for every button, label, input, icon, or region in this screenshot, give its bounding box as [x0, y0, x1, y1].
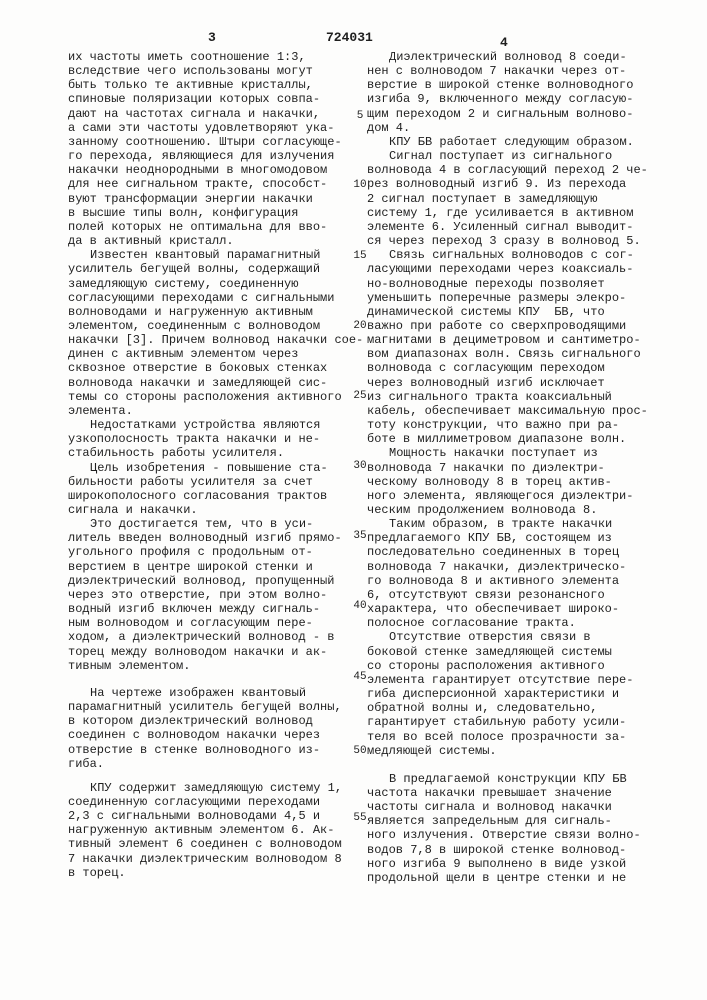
text-line: нен с волноводом 7 накачки через от-	[367, 64, 667, 78]
text-line: кабель, обеспечивает максимальную прос-	[367, 404, 667, 418]
text-line: Это достигается тем, что в уси-	[68, 517, 353, 531]
left-text-column	[68, 50, 353, 880]
text-line: На чертеже изображен квантовый	[68, 686, 353, 700]
text-line: усилитель бегущей волны, содержащий	[68, 262, 353, 276]
text-line: 7 накачки диэлектрическим волноводом 8	[68, 852, 353, 866]
text-line: последовательно соединенных в торец	[367, 545, 667, 559]
text-line: Известен квантовый парамагнитный	[68, 248, 353, 262]
text-line: нагруженную активным элементом 6. Ак-	[68, 823, 353, 837]
text-line: через это отверстие, при этом волно-	[68, 588, 353, 602]
text-line: торец между волноводом накачки и ак-	[68, 645, 353, 659]
text-line: через волноводный изгиб исключает	[367, 376, 667, 390]
text-line: рез волноводный изгиб 9. Из перехода	[367, 177, 667, 191]
text-line: занному соотношению. Штыри согласующе-	[68, 135, 353, 149]
text-line: спиновые поляризации которых совпа-	[68, 92, 353, 106]
text-line: изгиба 9, включенного между согласую-	[367, 92, 667, 106]
text-line: теля во всей полосе прозрачности за-	[367, 730, 667, 744]
text-line: соединен с волноводом накачки через	[68, 728, 353, 742]
right-text-column	[367, 50, 667, 885]
text-line: элементе 6. Усиленный сигнал выводит-	[367, 220, 667, 234]
text-line: темы со стороны расположения активного	[68, 390, 353, 404]
text-line: в высшие типы волн, конфигурация	[68, 206, 353, 220]
line-number: 15	[352, 250, 368, 262]
text-line: волновода накачки и замедляющей сис-	[68, 376, 353, 390]
text-line: Связь сигнальных волноводов с сог-	[367, 248, 667, 262]
paragraph	[68, 248, 353, 418]
line-number: 5	[352, 110, 368, 122]
text-line: элемента.	[68, 404, 353, 418]
paragraph	[68, 418, 353, 460]
page-number-right: 4	[500, 35, 508, 50]
text-line: Диэлектрический волновод 8 соеди-	[367, 50, 667, 64]
text-line: Отсутствие отверстия связи в	[367, 630, 667, 644]
line-number: 50	[352, 745, 368, 757]
text-line: тивный элемент 6 соединен с волноводом	[68, 837, 353, 851]
line-number: 35	[352, 530, 368, 542]
text-line: ходом, а диэлектрический волновод - в	[68, 630, 353, 644]
text-line: медляющей системы.	[367, 744, 667, 758]
paragraph	[68, 781, 353, 880]
text-line: для нее сигнальном тракте, способст-	[68, 177, 353, 191]
text-line: согласующими переходами с сигнальными	[68, 291, 353, 305]
text-line: дом 4.	[367, 121, 667, 135]
paragraph	[367, 630, 667, 757]
text-line: волноводами и нагруженную активным	[68, 305, 353, 319]
text-line: характера, что обеспечивает широко-	[367, 602, 667, 616]
text-line: угольного профиля с продольным от-	[68, 545, 353, 559]
paragraph	[68, 517, 353, 673]
text-line: обратной волны и, следовательно,	[367, 701, 667, 715]
paragraph	[367, 135, 667, 149]
text-line: Таким образом, в тракте накачки	[367, 517, 667, 531]
text-line: тивным элементом.	[68, 659, 353, 673]
text-line: парамагнитный усилитель бегущей волны,	[68, 700, 353, 714]
text-line: замедляющую систему, соединенную	[68, 277, 353, 291]
text-line: накачки неоднородными в многомодовом	[68, 163, 353, 177]
line-number: 20	[352, 320, 368, 332]
paragraph	[68, 461, 353, 518]
text-line: быть только те активные кристаллы,	[68, 78, 353, 92]
text-line: а сами эти частоты удовлетворяют ука-	[68, 121, 353, 135]
text-line: соединенную согласующими переходами	[68, 795, 353, 809]
text-line: частота накачки превышает значение	[367, 786, 667, 800]
text-line: сквозное отверстие в боковых стенках	[68, 361, 353, 375]
paragraph	[367, 517, 667, 630]
line-number: 25	[352, 390, 368, 402]
text-line: Мощность накачки поступает из	[367, 446, 667, 460]
text-line: литель введен волноводный изгиб прямо-	[68, 531, 353, 545]
text-line: сигнала и накачки.	[68, 503, 353, 517]
text-line: вом диапазонах волн. Связь сигнального	[367, 347, 667, 361]
text-line: со стороны расположения активного	[367, 659, 667, 673]
text-line: ного изгиба 9 выполнено в виде узкой	[367, 857, 667, 871]
line-number: 10	[352, 179, 368, 191]
text-line: накачки [3]. Причем волновод накачки сое-	[68, 333, 353, 347]
text-line: ным волноводом и согласующим пере-	[68, 616, 353, 630]
line-number: 45	[352, 671, 368, 683]
text-line: дают на частотах сигнала и накачки,	[68, 107, 353, 121]
text-line: 2,3 с сигнальными волноводами 4,5 и	[68, 809, 353, 823]
text-line: щим переходом 2 и сигнальным волново-	[367, 107, 667, 121]
text-line: гиба дисперсионной характеристики и	[367, 687, 667, 701]
text-line: боте в миллиметровом диапазоне волн.	[367, 432, 667, 446]
text-line: является запредельным для сигналь-	[367, 814, 667, 828]
line-number: 40	[352, 600, 368, 612]
text-line: широкополосного согласования трактов	[68, 489, 353, 503]
text-line: ласующими переходами через коаксиаль-	[367, 262, 667, 276]
text-line: полей которых не оптимальна для вво-	[68, 220, 353, 234]
text-line: КПУ содержит замедляющую систему 1,	[68, 781, 353, 795]
text-line: волновода 7 накачки, диэлектрическо-	[367, 560, 667, 574]
paragraph	[68, 50, 353, 248]
text-line: важно при работе со сверхпроводящими	[367, 319, 667, 333]
text-line: систему 1, где усиливается в активном	[367, 206, 667, 220]
text-line: полосное согласование тракта.	[367, 616, 667, 630]
text-line: верстием в центре широкой стенки и	[68, 560, 353, 574]
text-line: уменьшить поперечные размеры элекро-	[367, 291, 667, 305]
text-line: их частоты иметь соотношение 1:3,	[68, 50, 353, 64]
text-line: в котором диэлектрический волновод	[68, 714, 353, 728]
text-line: динамической системы КПУ БВ, что	[367, 305, 667, 319]
text-line: да в активный кристалл.	[68, 234, 353, 248]
paragraph	[367, 446, 667, 517]
text-line: 2 сигнал поступает в замедляющую	[367, 192, 667, 206]
text-line: ного излучения. Отверстие связи волно-	[367, 828, 667, 842]
text-line: 6, отсутствуют связи резонансного	[367, 588, 667, 602]
text-line: тоту конструкции, что важно при ра-	[367, 418, 667, 432]
paragraph	[367, 248, 667, 446]
text-line: магнитами в дециметровом и сантиметро-	[367, 333, 667, 347]
text-line: вследствие чего использованы могут	[68, 64, 353, 78]
text-line: частоты сигнала и волновод накачки	[367, 800, 667, 814]
text-line: отверстие в стенке волноводного из-	[68, 743, 353, 757]
text-line: предлагаемого КПУ БВ, состоящем из	[367, 531, 667, 545]
text-line: но-волноводные переходы позволяет	[367, 277, 667, 291]
paragraph	[367, 772, 667, 885]
text-line: бильности работы усилителя за счет	[68, 475, 353, 489]
text-line: ческим продолжением волновода 8.	[367, 503, 667, 517]
text-line: го волновода 8 и активного элемента	[367, 574, 667, 588]
text-line: гарантирует стабильную работу усили-	[367, 715, 667, 729]
text-line: продольной щели в центре стенки и не	[367, 871, 667, 885]
line-number: 55	[352, 812, 368, 824]
text-line: вуют трансформации энергии накачки	[68, 192, 353, 206]
text-line: КПУ БВ работает следующим образом.	[367, 135, 667, 149]
text-line: боковой стенке замедляющей системы	[367, 645, 667, 659]
text-line: В предлагаемой конструкции КПУ БВ	[367, 772, 667, 786]
text-line: стабильность работы усилителя.	[68, 446, 353, 460]
text-line: Недостатками устройства являются	[68, 418, 353, 432]
text-line: ческому волноводу 8 в торец актив-	[367, 475, 667, 489]
text-line: ся через переход 3 сразу в волновод 5.	[367, 234, 667, 248]
text-line: гиба.	[68, 757, 353, 771]
text-line: водный изгиб включен между сигналь-	[68, 602, 353, 616]
text-line: узкополосность тракта накачки и не-	[68, 432, 353, 446]
text-line: из сигнального тракта коаксиальный	[367, 390, 667, 404]
text-line: элементом, соединенным с волноводом	[68, 319, 353, 333]
paragraph	[68, 686, 353, 771]
text-line: Цель изобретения - повышение ста-	[68, 461, 353, 475]
text-line: Сигнал поступает из сигнального	[367, 149, 667, 163]
paragraph	[367, 149, 667, 248]
line-number: 30	[352, 460, 368, 472]
text-line: в торец.	[68, 866, 353, 880]
text-line: верстие в широкой стенке волноводного	[367, 78, 667, 92]
text-line: динен с активным элементом через	[68, 347, 353, 361]
page-number-left: 3	[208, 30, 216, 45]
text-line: волновода 7 накачки по диэлектри-	[367, 461, 667, 475]
text-line: диэлектрический волновод, пропущенный	[68, 574, 353, 588]
text-line: водов 7,8 в широкой стенке волновод-	[367, 843, 667, 857]
paragraph	[367, 50, 667, 135]
text-line: го перехода, являющиеся для излучения	[68, 149, 353, 163]
text-line: ного элемента, являющегося диэлектри-	[367, 489, 667, 503]
text-line: элемента гарантирует отсутствие пере-	[367, 673, 667, 687]
text-line: волновода 4 в согласующий переход 2 че-	[367, 163, 667, 177]
text-line: волновода с согласующим переходом	[367, 361, 667, 375]
patent-number: 724031	[326, 30, 373, 45]
